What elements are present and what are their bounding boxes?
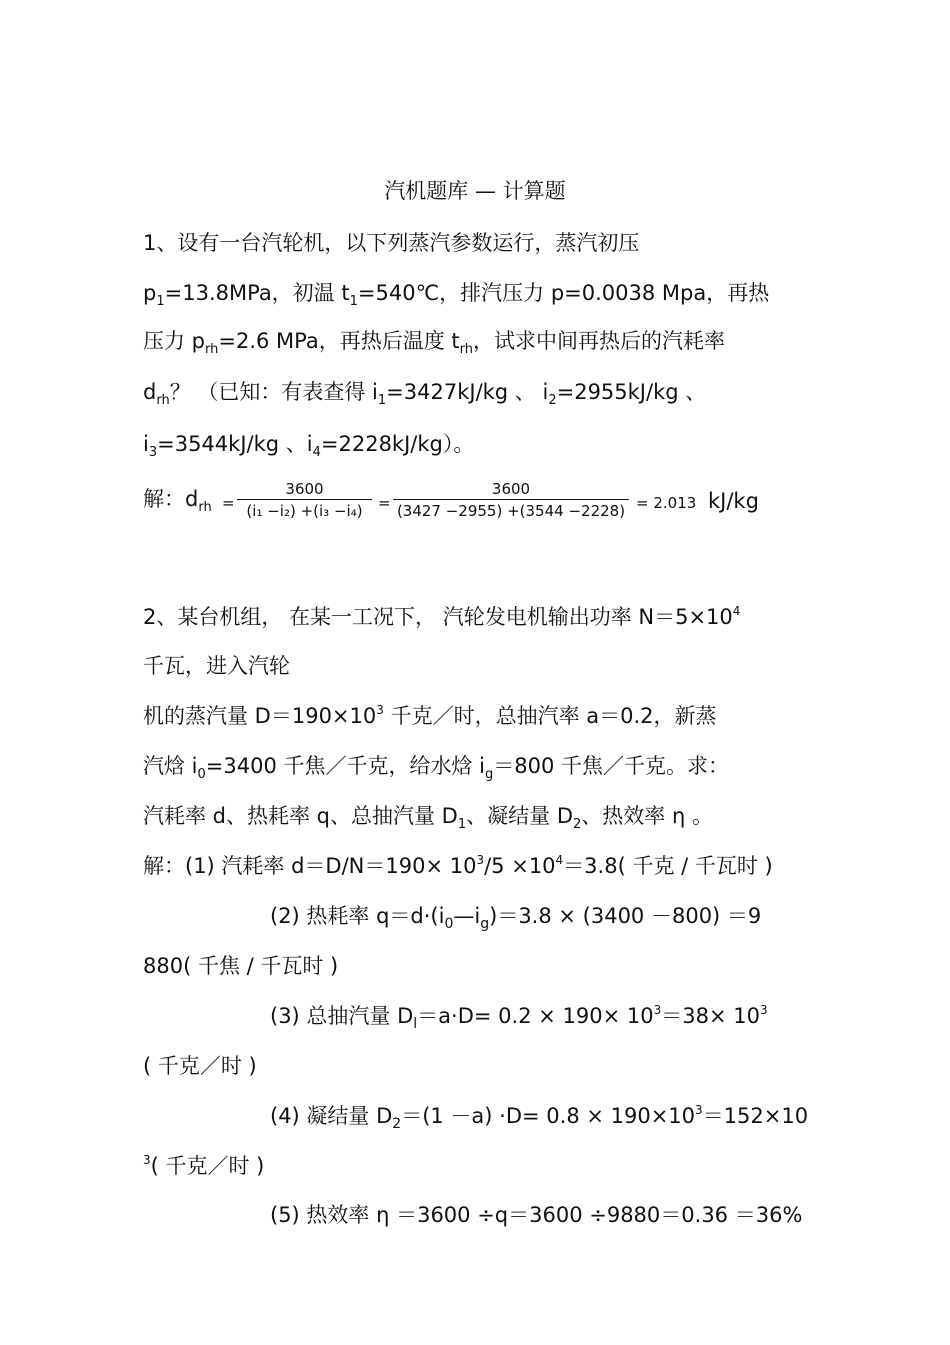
q1-fraction-2: [393, 479, 629, 522]
q2-line-1: 2、某台机组， 在某一工况下， 汽轮发电机输出功率 $N=5\times 10^4$: [143, 604, 741, 629]
q1-eq-sign-2: =: [378, 494, 391, 512]
q2-solution-2-cont: 880( 千焦 / 千瓦时 ): [143, 954, 339, 978]
q2-line-4: 汽焓 $i_0=3400$ 千焦／千克，给水焓 $i_g=800$ 千焦／千克。求：: [143, 754, 730, 782]
q1-line-5: $i_3=3544kJ/kg$ 、$i_4=2228kJ/kg$）。: [143, 432, 475, 460]
q1-eq-sign-1: =: [222, 494, 235, 512]
q2-line-2: 千瓦，进入汽轮: [143, 654, 290, 678]
q1-line-3: 压力 $p_{rh}=2.6$ MPa，再热后温度 $t_{rh}$，试求中间再热后的汽耗率: [143, 329, 726, 357]
fraction-1-numerator: 3600: [285, 480, 324, 498]
q2-line-3: 机的蒸汽量 $D=190\times 10^3$ 千克／时，总抽汽率 a＝0.2，新蒸: [143, 703, 717, 728]
q2-solution-3: (3) 总抽汽量 $D_l=a\cdot D= 0.2 \times 190\times 10^3=38\times 10^3$: [270, 1003, 768, 1032]
fraction-1-denominator: (i₁ −i₂) +(i₃ −i₄): [246, 502, 363, 520]
q1-solution-label: 解：$d_{rh}$: [143, 487, 212, 515]
fraction-2-denominator: (3427 −2955) +(3544 −2228): [396, 502, 626, 520]
q2-solution-3-cont: ( 千克／时 ): [143, 1054, 257, 1078]
q1-fraction-1: [237, 479, 372, 522]
q2-solution-4-cont: $^3$( 千克／时 ): [143, 1153, 265, 1178]
q2-line-5: 汽耗率 d、热耗率 q、总抽汽量 $D_1$、凝结量 $D_2$、热效率 η 。: [143, 804, 713, 832]
q2-solution-4: (4) 凝结量 $D_2=(1 -a) \cdot D= 0.8 \times 190\times 10^3=152\times 10$: [270, 1103, 809, 1132]
q1-line-4: $d_{rh}$？ （已知：有表查得 $i_1=3427kJ/kg$ 、 $i_2=2955kJ/kg$ 、: [143, 380, 707, 408]
fraction-2-numerator: 3600: [491, 480, 531, 498]
q1-unit: kJ/kg: [708, 489, 759, 513]
page-title: 汽机题库 — 计算题: [384, 179, 566, 203]
q2-solution-2: (2) 热耗率 $q=d\cdot(i_0—i_g)=3.8 \times (3400 -800) =9$: [270, 904, 762, 932]
q2-solution-1: 解：(1) 汽耗率 $d=D/N=190\times 10^3/5 \times 10^4=3.8$( 千克 / 千瓦时 ): [143, 853, 773, 878]
q1-result: = 2.013: [636, 494, 697, 512]
q2-solution-5: (5) 热效率 η ＝3600 ÷q＝3600 ÷9880＝0.36 ＝36%: [270, 1203, 803, 1227]
q1-line-1: 1、设有一台汽轮机，以下列蒸汽参数运行，蒸汽初压: [143, 231, 640, 255]
q1-line-2: $p_1=13.8MPa$，初温 $t_1=540℃$，排汽压力 p=0.0038 Mpa，再热: [143, 281, 770, 309]
